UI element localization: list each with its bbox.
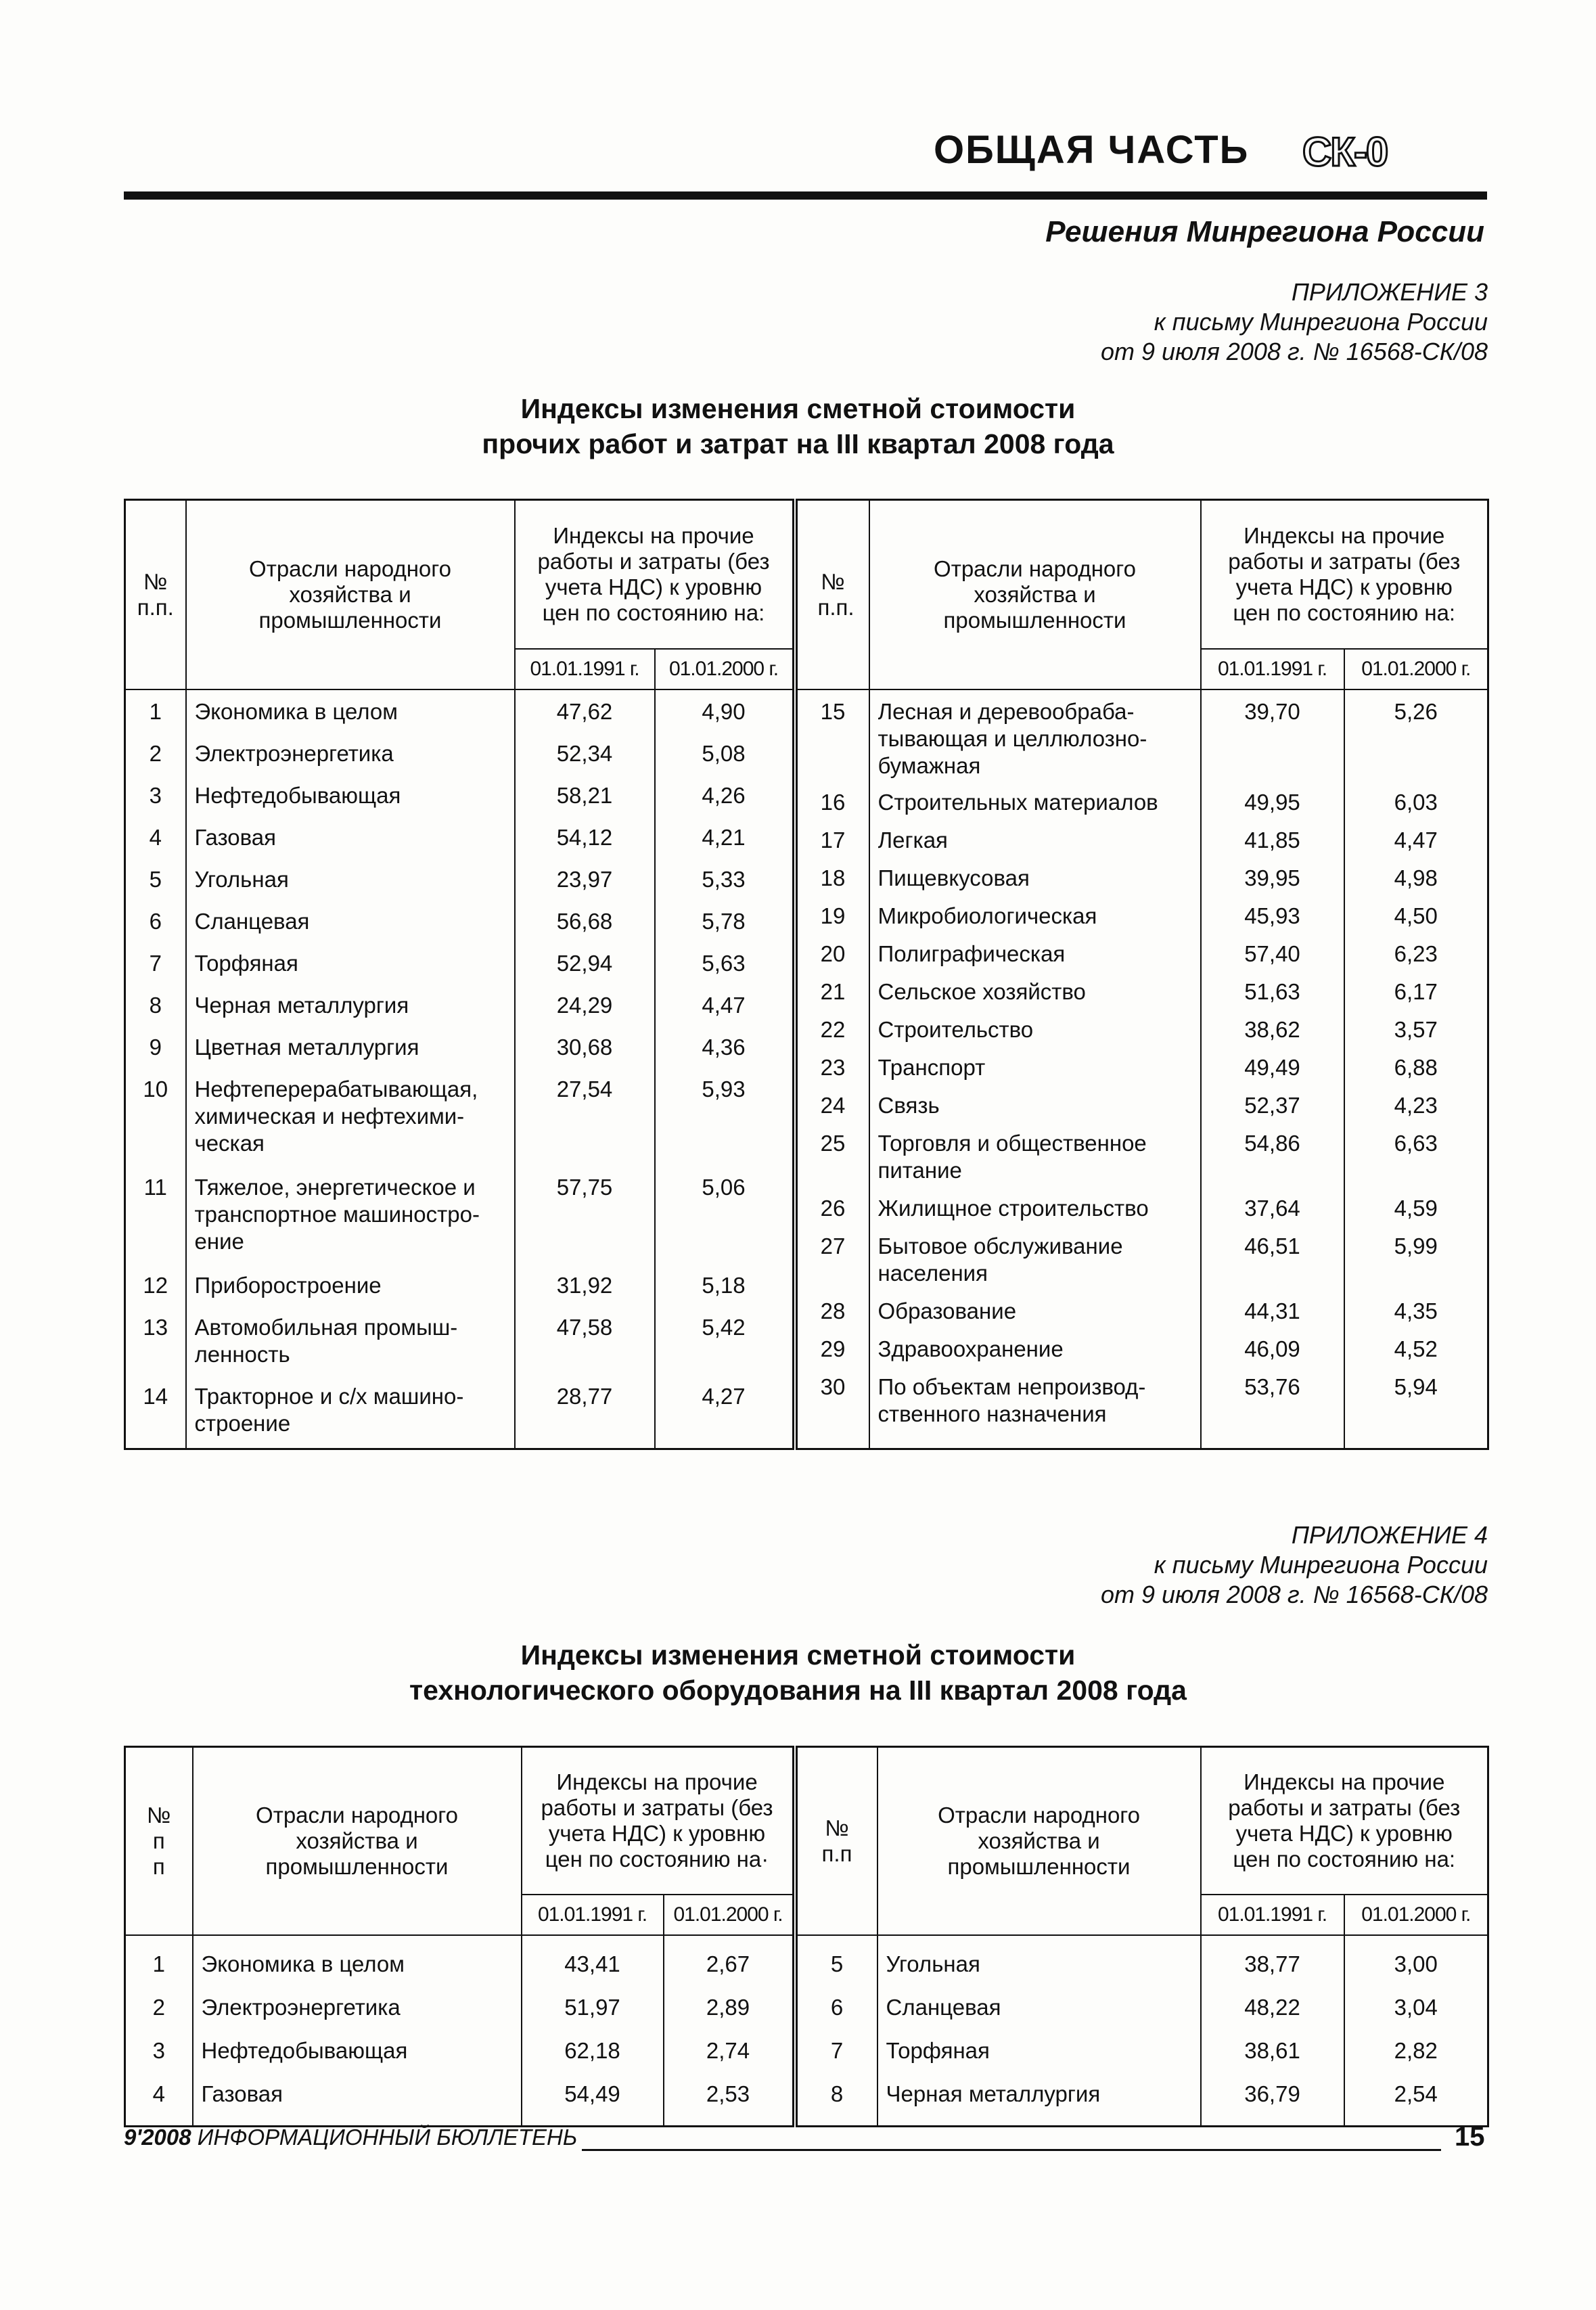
- left-row-13-v2: 5,42: [702, 1314, 746, 1340]
- right-row-29-name: Здравоохранение: [877, 1336, 1064, 1361]
- table2-title-line2: технологического оборудования на III квартал 2008 года: [409, 1675, 1187, 1706]
- table1-title: [0, 391, 1596, 461]
- left-row-4-v2: 4,21: [702, 824, 746, 850]
- t2-header-index-right: Индексы на прочие работы и затраты (без учета НДС) к уровню цен по состоянию на:: [1201, 1747, 1488, 1895]
- appendix3-line1: к письму Минрегиона России: [1154, 308, 1488, 336]
- header-index-right: Индексы на прочие работы и затраты (без учета НДС) к уровню цен по состоянию на:: [1201, 500, 1488, 649]
- left-row-9-v1: 30,68: [556, 1034, 613, 1060]
- right-row-26-v2: 4,59: [1394, 1195, 1438, 1221]
- header-num: № п.п.: [125, 500, 186, 689]
- right-row-26-n: 26: [820, 1195, 846, 1221]
- left-row-11-n: 11: [143, 1174, 167, 1200]
- appendix3-reference: [1101, 277, 1488, 367]
- right-row-22-n: 22: [820, 1016, 846, 1042]
- row-2-n: 2: [125, 1986, 193, 2029]
- header-date2: 01.01.2000 г.: [655, 649, 795, 689]
- right-row-29-v1: 46,09: [1244, 1336, 1300, 1361]
- right-row-20-v1: 57,40: [1244, 941, 1300, 966]
- left-row-8-name: Черная металлургия: [194, 992, 409, 1018]
- right-row-24-v2: 4,23: [1394, 1092, 1438, 1118]
- right-row-24-n: 24: [820, 1092, 846, 1118]
- appendix4-label: ПРИЛОЖЕНИЕ 4: [1291, 1521, 1488, 1549]
- left-row-7-v2: 5,63: [702, 950, 746, 976]
- t2-header-num-right: № п.п: [795, 1747, 877, 1935]
- right-row-28-v1: 44,31: [1244, 1298, 1300, 1323]
- appendix4-line1: к письму Минрегиона России: [1154, 1551, 1488, 1579]
- t2-header-date1: 01.01.1991 г.: [522, 1895, 664, 1935]
- left-row-3-name: Нефтедобывающая: [194, 782, 401, 808]
- left-row-14-n: 14: [143, 1383, 168, 1409]
- table1-body: [125, 689, 1488, 1449]
- t2-header-date1-right: 01.01.1991 г.: [1201, 1895, 1344, 1935]
- right-row-27-n: 27: [820, 1233, 846, 1259]
- left-row-8-v1: 24,29: [556, 992, 613, 1018]
- left-row-10-name: Нефтеперерабатывающая, химическая и нефтехими-ческая: [194, 1076, 478, 1156]
- left-row-1-v2: 4,90: [702, 698, 746, 724]
- left-row-4-n: 4: [149, 824, 162, 850]
- section-title: ОБЩАЯ ЧАСТЬ: [934, 128, 1250, 172]
- table-row: [125, 2073, 1488, 2127]
- row-2-v1: 51,97: [522, 1986, 664, 2029]
- right-row-21-v2: 6,17: [1394, 978, 1438, 1004]
- table-row: [125, 1986, 1488, 2029]
- t2-header-sector: Отрасли народного хозяйства и промышленности: [193, 1747, 522, 1935]
- left-row-4-name: Газовая: [194, 824, 276, 850]
- right-row-21-name: Сельское хозяйство: [877, 978, 1086, 1004]
- right-row-28-n: 28: [820, 1298, 846, 1323]
- right-row-29-v2: 4,52: [1394, 1336, 1438, 1361]
- right-row-16-v2: 6,03: [1394, 789, 1438, 815]
- right-row-28-name: Образование: [877, 1298, 1017, 1323]
- right-row-25-v2: 6,63: [1394, 1130, 1438, 1156]
- left-row-8-n: 8: [149, 992, 162, 1018]
- row-2-name2: Сланцевая: [877, 1986, 1201, 2029]
- right-row-24-v1: 52,37: [1244, 1092, 1300, 1118]
- right-row-28-v2: 4,35: [1394, 1298, 1438, 1323]
- left-row-2-name: Электроэнергетика: [194, 740, 394, 766]
- right-row-18-name: Пищевкусовая: [877, 865, 1030, 890]
- right-row-19-v1: 45,93: [1244, 903, 1300, 928]
- right-row-15-v1: 39,70: [1244, 698, 1300, 724]
- right-row-27-v2: 5,99: [1394, 1233, 1438, 1259]
- right-row-23-name: Транспорт: [877, 1054, 986, 1080]
- header-date1-right: 01.01.1991 г.: [1201, 649, 1344, 689]
- right-row-21-n: 21: [820, 978, 846, 1004]
- header-sector: Отрасли народного хозяйства и промышленности: [186, 500, 515, 689]
- right-row-17-n: 17: [820, 827, 846, 853]
- left-row-7-name: Торфяная: [194, 950, 298, 976]
- t2-header-sector-right: Отрасли народного хозяйства и промышленности: [877, 1747, 1201, 1935]
- right-row-24-name: Связь: [877, 1092, 940, 1118]
- row-3-v2: 2,74: [664, 2029, 795, 2073]
- right-row-25-n: 25: [820, 1130, 846, 1156]
- left-row-3-n: 3: [149, 782, 162, 808]
- right-row-15-name: Лесная и деревообраба-тывающая и целлюлозно-бумажная: [877, 698, 1147, 778]
- header-date2-right: 01.01.2000 г.: [1344, 649, 1488, 689]
- row-2-w1: 48,22: [1201, 1986, 1344, 2029]
- page-number: 15: [1455, 2122, 1485, 2152]
- left-row-5-v2: 5,33: [702, 866, 746, 892]
- row-2-n2: 6: [795, 1986, 877, 2029]
- table1-title-line1: Индексы изменения сметной стоимости: [520, 393, 1076, 424]
- row-3-name: Нефтедобывающая: [193, 2029, 522, 2073]
- left-row-12-n: 12: [143, 1272, 168, 1298]
- header-rule: [124, 191, 1487, 200]
- appendix3-line2: от 9 июля 2008 г. № 16568-СК/08: [1100, 338, 1488, 365]
- left-row-6-name: Сланцевая: [194, 908, 310, 934]
- left-row-4-v1: 54,12: [556, 824, 613, 850]
- right-row-26-name: Жилищное строительство: [877, 1195, 1149, 1221]
- right-row-27-v1: 46,51: [1244, 1233, 1300, 1259]
- left-row-13-v1: 47,58: [556, 1314, 613, 1340]
- right-row-23-v1: 49,49: [1244, 1054, 1300, 1080]
- row-1-v2: 2,67: [664, 1935, 795, 1986]
- right-row-30-v2: 5,94: [1394, 1374, 1438, 1399]
- left-row-2-n: 2: [149, 740, 162, 766]
- right-row-19-v2: 4,50: [1394, 903, 1438, 928]
- left-row-8-v2: 4,47: [702, 992, 746, 1018]
- left-row-13-n: 13: [143, 1314, 168, 1340]
- row-4-v1: 54,49: [522, 2073, 664, 2127]
- header-sector-right: Отрасли народного хозяйства и промышленности: [869, 500, 1201, 689]
- right-row-19-name: Микробиологическая: [877, 903, 1097, 928]
- left-row-10-v2: 5,93: [702, 1076, 746, 1102]
- left-row-2-v1: 52,34: [556, 740, 613, 766]
- footer-issue: [124, 2125, 577, 2150]
- left-row-14-v1: 28,77: [556, 1383, 613, 1409]
- right-row-15-v2: 5,26: [1394, 698, 1438, 724]
- row-1-name2: Угольная: [877, 1935, 1201, 1986]
- left-row-9-v2: 4,36: [702, 1034, 746, 1060]
- left-row-11-v2: 5,06: [702, 1174, 746, 1200]
- row-1-name: Экономика в целом: [193, 1935, 522, 1986]
- left-row-9-n: 9: [149, 1034, 162, 1060]
- right-row-16-name: Строительных материалов: [877, 789, 1158, 815]
- table2-title-line1: Индексы изменения сметной стоимости: [520, 1639, 1076, 1671]
- table1-title-line2: прочих работ и затрат на III квартал 2008 года: [482, 428, 1114, 459]
- appendix4-line2: от 9 июля 2008 г. № 16568-СК/08: [1100, 1581, 1488, 1608]
- left-row-9-name: Цветная металлургия: [194, 1034, 419, 1060]
- right-row-22-v2: 3,57: [1394, 1016, 1438, 1042]
- left-row-6-n: 6: [149, 908, 162, 934]
- right-row-25-name: Торговля и общественное питание: [877, 1130, 1147, 1183]
- table-row: [125, 2029, 1488, 2073]
- right-row-20-name: Полиграфическая: [877, 941, 1066, 966]
- right-row-30-name: По объектам непроизвод-ственного назначения: [877, 1374, 1146, 1426]
- table2-body: [125, 1935, 1488, 2127]
- left-row-2-v2: 5,08: [702, 740, 746, 766]
- right-row-16-v1: 49,95: [1244, 789, 1300, 815]
- right-row-23-n: 23: [820, 1054, 846, 1080]
- right-row-17-name: Легкая: [877, 827, 948, 853]
- row-4-name2: Черная металлургия: [877, 2073, 1201, 2127]
- row-4-n: 4: [125, 2073, 193, 2127]
- header-num-right: № п.п.: [795, 500, 869, 689]
- right-row-30-v1: 53,76: [1244, 1374, 1300, 1399]
- t2-header-num: № п п: [125, 1747, 193, 1935]
- left-row-6-v1: 56,68: [556, 908, 613, 934]
- row-1-v1: 43,41: [522, 1935, 664, 1986]
- left-row-1-v1: 47,62: [556, 698, 613, 724]
- left-row-5-n: 5: [149, 866, 162, 892]
- row-2-name: Электроэнергетика: [193, 1986, 522, 2029]
- right-row-15-n: 15: [820, 698, 846, 724]
- left-row-12-name: Приборостроение: [194, 1272, 382, 1298]
- left-row-6-v2: 5,78: [702, 908, 746, 934]
- row-4-n2: 8: [795, 2073, 877, 2127]
- right-row-25-v1: 54,86: [1244, 1130, 1300, 1156]
- row-3-w1: 38,61: [1201, 2029, 1344, 2073]
- left-row-12-v1: 31,92: [556, 1272, 613, 1298]
- row-1-w2: 3,00: [1344, 1935, 1488, 1986]
- row-3-w2: 2,82: [1344, 2029, 1488, 2073]
- right-row-30-n: 30: [820, 1374, 846, 1399]
- right-row-20-v2: 6,23: [1394, 941, 1438, 966]
- row-3-name2: Торфяная: [877, 2029, 1201, 2073]
- sk0-logo: СК-0: [1302, 129, 1388, 175]
- left-row-12-v2: 5,18: [702, 1272, 746, 1298]
- row-3-n: 3: [125, 2029, 193, 2073]
- left-row-11-v1: 57,75: [556, 1174, 613, 1200]
- left-row-10-n: 10: [143, 1076, 168, 1102]
- right-row-27-name: Бытовое обслуживание населения: [877, 1233, 1123, 1286]
- right-row-19-n: 19: [820, 903, 846, 928]
- left-row-14-name: Тракторное и с/х машино-строение: [194, 1383, 464, 1436]
- left-row-3-v1: 58,21: [556, 782, 613, 808]
- left-row-11-name: Тяжелое, энергетическое и транспортное машиностро-ение: [194, 1174, 480, 1254]
- footer-bulletin: ИНФОРМАЦИОННЫЙ БЮЛЛЕТЕНЬ: [197, 2125, 578, 2150]
- header-subtitle: Решения Минрегиона России: [1045, 215, 1484, 248]
- right-row-22-name: Строительство: [877, 1016, 1034, 1042]
- right-row-23-v2: 6,88: [1394, 1054, 1438, 1080]
- table-row: [125, 1935, 1488, 1986]
- row-4-w2: 2,54: [1344, 2073, 1488, 2127]
- row-1-w1: 38,77: [1201, 1935, 1344, 1986]
- header-index: Индексы на прочие работы и затраты (без учета НДС) к уровню цен по состоянию на:: [515, 500, 795, 649]
- row-4-v2: 2,53: [664, 2073, 795, 2127]
- left-row-7-n: 7: [149, 950, 162, 976]
- table2: [124, 1746, 1489, 2127]
- right-row-17-v1: 41,85: [1244, 827, 1300, 853]
- right-row-21-v1: 51,63: [1244, 978, 1300, 1004]
- right-row-18-n: 18: [820, 865, 846, 890]
- row-1-n2: 5: [795, 1935, 877, 1986]
- t2-header-date2-right: 01.01.2000 г.: [1344, 1895, 1488, 1935]
- right-row-20-n: 20: [820, 941, 846, 966]
- left-row-1-n: 1: [149, 698, 162, 724]
- row-3-n2: 7: [795, 2029, 877, 2073]
- right-row-18-v2: 4,98: [1394, 865, 1438, 890]
- right-row-22-v1: 38,62: [1244, 1016, 1300, 1042]
- row-1-n: 1: [125, 1935, 193, 1986]
- appendix3-label: ПРИЛОЖЕНИЕ 3: [1291, 278, 1488, 306]
- right-row-17-v2: 4,47: [1394, 827, 1438, 853]
- left-row-5-name: Угольная: [194, 866, 289, 892]
- left-row-10-v1: 27,54: [556, 1076, 613, 1102]
- left-row-13-name: Автомобильная промыш-ленность: [194, 1314, 458, 1367]
- footer-rule: [582, 2149, 1441, 2151]
- right-row-18-v1: 39,95: [1244, 865, 1300, 890]
- header-date1: 01.01.1991 г.: [515, 649, 655, 689]
- left-row-7-v1: 52,94: [556, 950, 613, 976]
- right-row-26-v1: 37,64: [1244, 1195, 1300, 1221]
- row-2-w2: 3,04: [1344, 1986, 1488, 2029]
- left-row-1-name: Экономика в целом: [194, 698, 398, 724]
- right-row-16-n: 16: [820, 789, 846, 815]
- footer-issue-number: 9'2008: [124, 2125, 191, 2150]
- t2-header-index: Индексы на прочие работы и затраты (без учета НДС) к уровню цен по состоянию на·: [522, 1747, 795, 1895]
- right-row-29-n: 29: [820, 1336, 846, 1361]
- t2-header-date2: 01.01.2000 г.: [664, 1895, 795, 1935]
- row-3-v1: 62,18: [522, 2029, 664, 2073]
- left-row-5-v1: 23,97: [556, 866, 613, 892]
- left-row-14-v2: 4,27: [702, 1383, 746, 1409]
- appendix4-reference: [1101, 1520, 1488, 1610]
- table1: [124, 499, 1489, 1450]
- table2-title: [0, 1637, 1596, 1708]
- left-row-3-v2: 4,26: [702, 782, 746, 808]
- row-4-name: Газовая: [193, 2073, 522, 2127]
- row-2-v2: 2,89: [664, 1986, 795, 2029]
- row-4-w1: 36,79: [1201, 2073, 1344, 2127]
